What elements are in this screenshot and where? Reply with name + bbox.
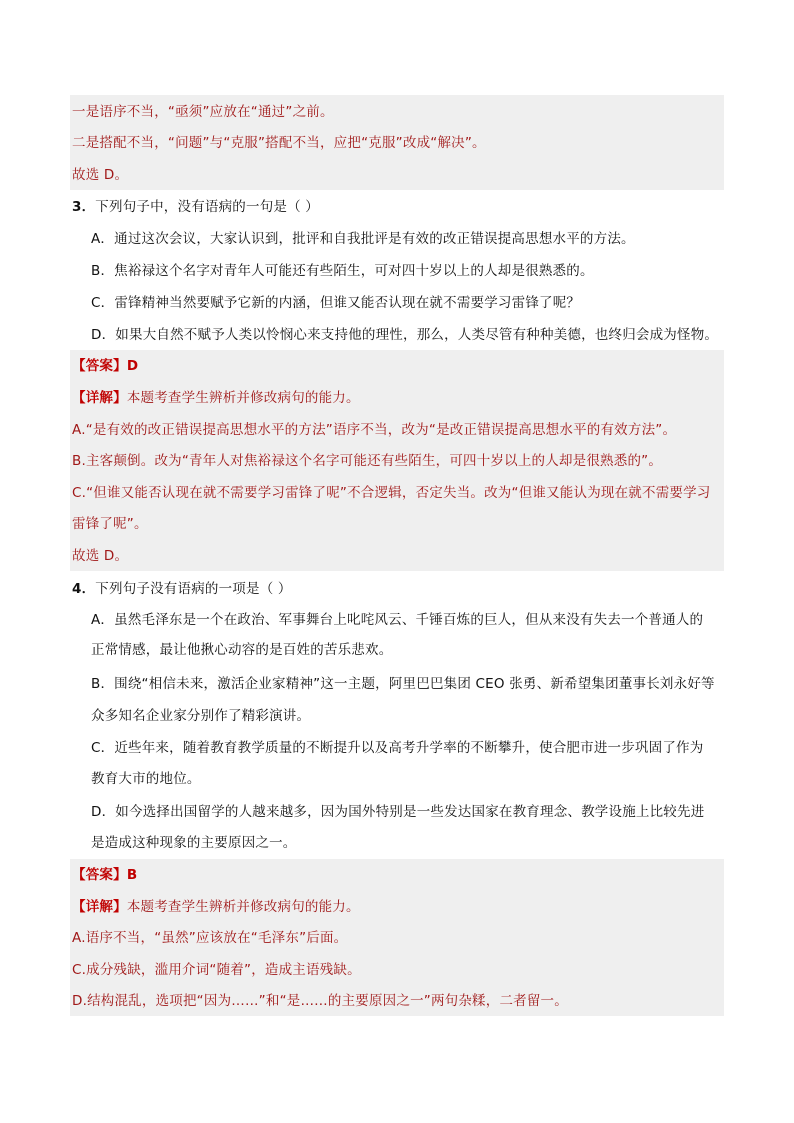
q3-option-a: A．通过这次会议，大家认识到，批评和自我批评是有效的改正错误提高思想水平的方法。 xyxy=(91,231,635,247)
q4-explanation-d: D.结构混乱，选项把“因为……”和“是……的主要原因之一”两句杂糅，二者留一。 xyxy=(72,993,568,1009)
q2-explanation-line: 一是语序不当，“亟须”应放在“通过”之前。 xyxy=(72,104,334,120)
q2-choice: 故选 D。 xyxy=(72,167,129,183)
q4-option-c-cont: 教育大市的地位。 xyxy=(91,771,201,787)
q3-number: 3． xyxy=(72,199,96,215)
q3-explanation-a: A.“是有效的改正错误提高思想水平的方法”语序不当，改为“是改正错误提高思想水平的有效方法”。 xyxy=(72,422,677,438)
detail-tag: 【详解】 xyxy=(72,390,127,406)
q3-choice: 故选 D。 xyxy=(72,548,129,564)
q4-detail xyxy=(72,898,360,916)
q4-option-b-cont: 众多知名企业家分别作了精彩演讲。 xyxy=(91,708,311,724)
q4-answer xyxy=(72,866,137,884)
q4-stem-text: 下列句子没有语病的一项是（ ） xyxy=(95,581,292,597)
q3-detail xyxy=(72,389,360,407)
answer-tag: 【答案】 xyxy=(72,358,127,374)
q4-explanation-a: A.语序不当，“虽然”应该放在“毛泽东”后面。 xyxy=(72,930,348,946)
q4-option-a: A．虽然毛泽东是一个在政治、军事舞台上叱咤风云、千锤百炼的巨人，但从来没有失去一个普通人的 xyxy=(91,612,704,628)
detail-tag: 【详解】 xyxy=(72,899,127,915)
q4-option-c: C．近些年来，随着教育教学质量的不断提升以及高考升学率的不断攀升，使合肥市进一步巩固了作为 xyxy=(91,740,704,756)
detail-intro: 本题考查学生辨析并修改病句的能力。 xyxy=(126,390,360,406)
answer-value: D xyxy=(126,358,139,374)
q3-answer xyxy=(72,357,138,375)
q3-option-d: D．如果大自然不赋予人类以怜悯心来支持他的理性，那么，人类尽管有种种美德，也终归会成为怪物。 xyxy=(91,327,719,343)
q4-option-a-cont: 正常情感，最让他揪心动容的是百姓的苦乐悲欢。 xyxy=(91,642,393,658)
q2-explanation-line: 二是搭配不当，“问题”与“克服”搭配不当，应把“克服”改成“解决”。 xyxy=(72,135,486,151)
q3-option-c: C．雷锋精神当然要赋予它新的内涵，但谁又能否认现在就不需要学习雷锋了呢？ xyxy=(91,295,581,311)
detail-intro: 本题考查学生辨析并修改病句的能力。 xyxy=(126,899,360,915)
q3-explanation-c-cont: 雷锋了呢”。 xyxy=(72,516,148,532)
q4-option-b: B．围绕“相信未来，激活企业家精神”这一主题，阿里巴巴集团 CEO 张勇、新希望集团董事长刘永好等 xyxy=(91,676,715,692)
answer-value: B xyxy=(126,867,138,883)
q3-stem xyxy=(72,198,319,216)
q3-stem-text: 下列句子中，没有语病的一句是（ ） xyxy=(95,199,319,215)
q3-explanation-b: B.主客颠倒。改为“青年人对焦裕禄这个名字可能还有些陌生，可四十岁以上的人却是很熟悉的”。 xyxy=(72,453,663,469)
q4-option-d-cont: 是造成这种现象的主要原因之一。 xyxy=(91,835,297,851)
q3-option-b: B．焦裕禄这个名字对青年人可能还有些陌生，可对四十岁以上的人却是很熟悉的。 xyxy=(91,263,594,279)
q3-explanation-c: C.“但谁又能否认现在就不需要学习雷锋了呢”不合逻辑，否定失当。改为“但谁又能认为现在就不需要学习 xyxy=(72,485,711,501)
q4-explanation-c: C.成分残缺，滥用介词“随着”，造成主语残缺。 xyxy=(72,962,361,978)
q4-stem xyxy=(72,580,292,598)
answer-tag: 【答案】 xyxy=(72,867,127,883)
q4-number: 4． xyxy=(72,581,96,597)
q4-option-d: D．如今选择出国留学的人越来越多，因为国外特别是一些发达国家在教育理念、教学设施上比较先进 xyxy=(91,804,705,820)
